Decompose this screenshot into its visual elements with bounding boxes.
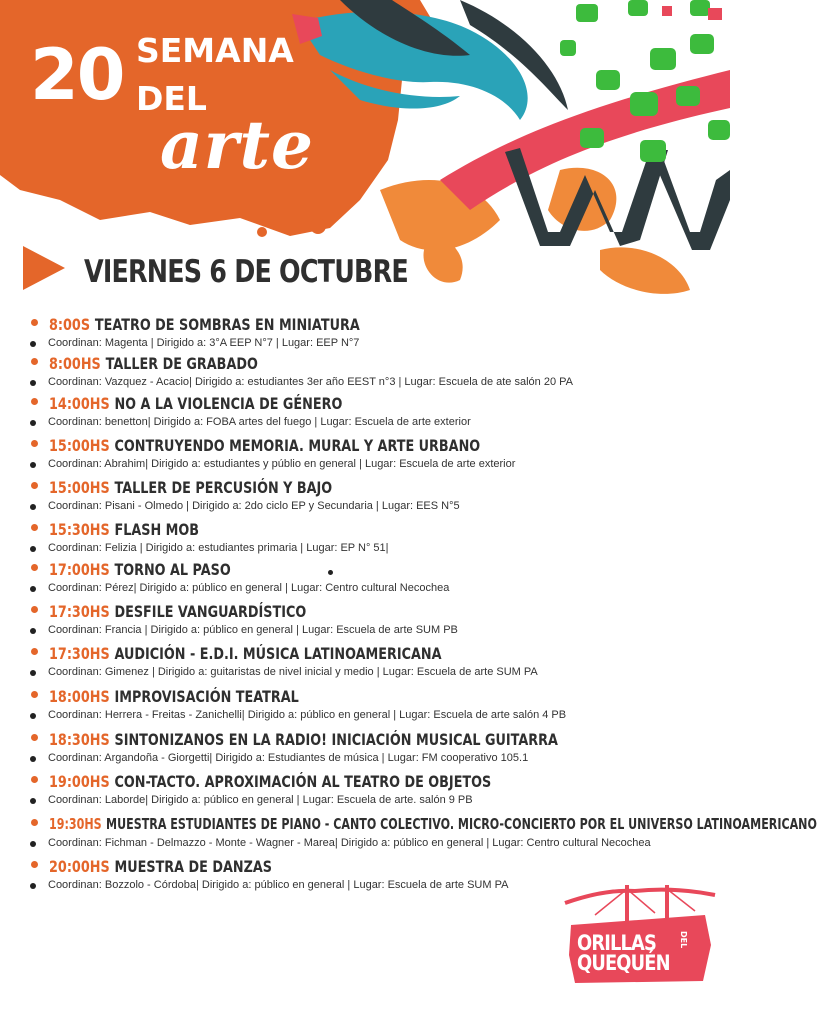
event-title <box>49 436 480 455</box>
event-title <box>49 730 558 749</box>
orange-bullet-icon <box>31 648 38 655</box>
orange-bullet-icon <box>31 819 38 826</box>
event-item <box>0 687 730 731</box>
dark-bullet-icon <box>30 586 36 592</box>
event-detail: Coordinan: benetton| Dirigido a: FOBA artes del fuego | Lugar: Escuela de arte exterior <box>48 416 471 428</box>
event-name: SINTONIZANOS EN LA RADIO! INICIACIÓN MUSICAL GUITARRA <box>114 730 558 749</box>
event-item <box>0 520 730 564</box>
event-detail: Coordinan: Bozzolo - Córdoba| Dirigido a: público en general | Lugar: Escuela de arte SUM PA <box>48 879 509 891</box>
dark-bullet-icon <box>30 841 36 847</box>
event-name: FLASH MOB <box>114 520 200 539</box>
event-time: 8:00HS <box>49 354 101 373</box>
event-name: TEATRO DE SOMBRAS EN MINIATURA <box>94 315 360 334</box>
event-title <box>49 520 199 539</box>
orange-bullet-icon <box>31 358 38 365</box>
event-time: 14:00HS <box>49 394 110 413</box>
event-title <box>49 815 817 833</box>
dark-bullet-icon <box>30 380 36 386</box>
event-time: 8:00S <box>49 315 91 334</box>
orillas-del-quequen-logo <box>565 885 715 985</box>
event-name: CON-TACTO. APROXIMACIÓN AL TEATRO DE OBJETOS <box>114 772 492 791</box>
orange-bullet-icon <box>31 482 38 489</box>
dark-bullet-icon <box>30 756 36 762</box>
dark-bullet-icon <box>30 546 36 552</box>
event-detail: Coordinan: Francia | Dirigido a: público en general | Lugar: Escuela de arte SUM PB <box>48 624 458 636</box>
event-title <box>49 315 360 334</box>
orange-bullet-icon <box>31 319 38 326</box>
event-item <box>0 815 817 859</box>
event-time: 15:30HS <box>49 520 110 539</box>
event-time: 15:00HS <box>49 436 110 455</box>
logo-line-1: ORILLAS <box>577 931 657 955</box>
event-time: 18:00HS <box>49 687 110 706</box>
day-title: VIERNES 6 DE OCTUBRE <box>84 254 408 290</box>
decorative-dot <box>328 570 333 575</box>
event-detail: Coordinan: Felizia | Dirigido a: estudiantes primaria | Lugar: EP N° 51| <box>48 542 389 554</box>
event-time: 18:30HS <box>49 730 110 749</box>
edition-number: 20 <box>30 34 124 116</box>
event-title <box>49 354 258 373</box>
event-title <box>49 602 306 621</box>
event-detail: Coordinan: Pisani - Olmedo | Dirigido a: 2do ciclo EP y Secundaria | Lugar: EES N°5 <box>48 500 460 512</box>
event-detail: Coordinan: Vazquez - Acacio| Dirigido a: estudiantes 3er año EEST n°3 | Lugar: Escuela de ate salón 20 PA <box>48 376 573 388</box>
logo-line-2: QUEQUÉN <box>577 951 670 975</box>
dark-bullet-icon <box>30 462 36 468</box>
event-time: 20:00HS <box>49 857 110 876</box>
event-detail: Coordinan: Abrahim| Dirigido a: estudiantes y públio en general | Lugar: Escuela de arte exterior <box>48 458 516 470</box>
event-item <box>0 730 730 774</box>
event-item <box>0 436 730 480</box>
event-item <box>0 560 730 604</box>
play-arrow-icon <box>23 246 65 290</box>
orange-bullet-icon <box>31 524 38 531</box>
event-name: IMPROVISACIÓN TEATRAL <box>114 687 299 706</box>
event-name: AUDICIÓN - E.D.I. MÚSICA LATINOAMERICANA <box>114 644 442 663</box>
event-time: 15:00HS <box>49 478 110 497</box>
event-name: MUESTRA DE DANZAS <box>114 857 272 876</box>
orange-bullet-icon <box>31 691 38 698</box>
event-time: 17:00HS <box>49 560 110 579</box>
header-line-del: DEL <box>136 79 207 118</box>
orange-bullet-icon <box>31 564 38 571</box>
event-item <box>0 315 730 359</box>
event-name: NO A LA VIOLENCIA DE GÉNERO <box>114 394 343 413</box>
event-title <box>49 394 342 413</box>
event-time: 19:30HS <box>49 815 102 833</box>
header-line-arte: arte <box>160 106 315 184</box>
event-name: TALLER DE GRABADO <box>105 354 258 373</box>
event-title <box>49 478 332 497</box>
dark-bullet-icon <box>30 798 36 804</box>
dark-bullet-icon <box>30 883 36 889</box>
event-detail: Coordinan: Fichman - Delmazzo - Monte - Wagner - Marea| Dirigido a: público en general | Lugar: Centro cultural Necochea <box>48 837 651 849</box>
event-time: 17:30HS <box>49 602 110 621</box>
event-item <box>0 354 730 398</box>
event-item <box>0 478 730 522</box>
event-title <box>49 857 272 876</box>
event-detail: Coordinan: Argandoña - Giorgetti| Dirigido a: Estudiantes de música | Lugar: FM cooperativo 105.1 <box>48 752 529 764</box>
event-title <box>49 644 442 663</box>
orange-bullet-icon <box>31 606 38 613</box>
event-name: DESFILE VANGUARDÍSTICO <box>114 602 307 621</box>
event-item <box>0 394 730 438</box>
orange-bullet-icon <box>31 861 38 868</box>
event-detail: Coordinan: Magenta | Dirigido a: 3°A EEP N°7 | Lugar: EEP N°7 <box>48 337 360 349</box>
event-name: CONTRUYENDO MEMORIA. MURAL Y ARTE URBANO <box>114 436 481 455</box>
orange-bullet-icon <box>31 440 38 447</box>
event-name: TALLER DE PERCUSIÓN Y BAJO <box>114 478 333 497</box>
logo-small-text: DEL <box>679 931 688 949</box>
event-time: 17:30HS <box>49 644 110 663</box>
dark-bullet-icon <box>30 670 36 676</box>
orange-bullet-icon <box>31 734 38 741</box>
dark-bullet-icon <box>30 504 36 510</box>
event-item <box>0 772 730 816</box>
event-detail: Coordinan: Laborde| Dirigido a: público en general | Lugar: Escuela de arte. salón 9 PB <box>48 794 473 806</box>
dark-bullet-icon <box>30 628 36 634</box>
event-title <box>49 687 299 706</box>
orange-bullet-icon <box>31 776 38 783</box>
event-item <box>0 602 730 646</box>
dark-bullet-icon <box>30 341 36 347</box>
header-line-semana: SEMANA <box>136 31 294 70</box>
dark-bullet-icon <box>30 420 36 426</box>
dark-bullet-icon <box>30 713 36 719</box>
event-detail: Coordinan: Pérez| Dirigido a: público en general | Lugar: Centro cultural Necochea <box>48 582 450 594</box>
event-name: TORNO AL PASO <box>114 560 231 579</box>
event-title <box>49 772 491 791</box>
event-title <box>49 560 231 579</box>
event-time: 19:00HS <box>49 772 110 791</box>
event-detail: Coordinan: Gimenez | Dirigido a: guitaristas de nivel inicial y medio | Lugar: Escuela de arte SUM PA <box>48 666 538 678</box>
orange-bullet-icon <box>31 398 38 405</box>
event-item <box>0 644 730 688</box>
event-name: MUESTRA ESTUDIANTES DE PIANO - CANTO COLECTIVO. MICRO-CONCIERTO POR EL UNIVERSO LATINOAMERICANO <box>106 815 817 833</box>
event-detail: Coordinan: Herrera - Freitas - Zanichelli| Dirigido a: público en general | Lugar: Escuela de arte salón 4 PB <box>48 709 567 721</box>
